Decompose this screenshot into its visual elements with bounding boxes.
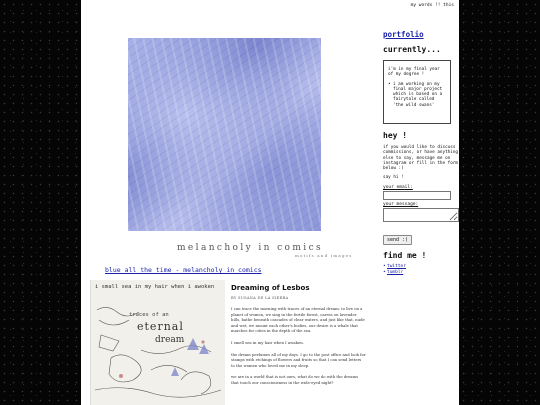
banner-title: melancholy in comics [177, 243, 324, 253]
tumblr-link[interactable]: • tumblr [383, 270, 459, 276]
social-links [383, 264, 459, 276]
hey-text: if you would like to discuss commissions, or have anything else to say, message me on instagram or fill in the form below :) [383, 145, 459, 172]
post-title[interactable]: Dreaming of Lesbos [231, 284, 310, 292]
message-label: your message: [383, 201, 419, 207]
say-hi-text: say hi ! [383, 175, 404, 181]
post-byline: BY SUSANA DE LA SIERRA [231, 296, 289, 300]
hey-heading: hey ! [383, 131, 408, 140]
post-paragraph: I can trace the morning with traces of an eternal dream: to live on a planet of women, we sing in the fertile forest, caress on lavender hills, bathe beneath cascades of clear waters, and just like that, nude and wet, we mount each other's bodies, our desire is a whale that marches for cities in the depth of the sea. [231, 306, 365, 334]
illustration-traces-text: traces of an [129, 312, 169, 318]
illustration-sketch [91, 280, 225, 405]
post-paragraph: I smell sea in my hair when I awaken. [231, 339, 304, 345]
post-illustration [90, 280, 225, 405]
currently-heading: currently... [383, 45, 441, 54]
page [81, 0, 459, 405]
portfolio-link[interactable]: portfolio [383, 30, 424, 39]
post-link[interactable]: blue all the time - melancholy in comics [105, 266, 262, 274]
blog-title[interactable]: my words !! this [410, 3, 454, 8]
banner-image[interactable] [128, 38, 321, 231]
banner-subtitle: motifs and images [295, 253, 353, 258]
status-box [383, 60, 451, 124]
email-field[interactable] [383, 191, 451, 200]
find-me-heading: find me ! [383, 250, 427, 260]
sidebar [383, 22, 459, 275]
send-button[interactable]: send :) [383, 235, 412, 245]
illustration-dream-text: dream [155, 335, 185, 345]
twitter-link[interactable]: • twitter [383, 264, 459, 270]
message-field[interactable] [383, 208, 459, 222]
status-intro: i'm in my final year of my degree ! [388, 67, 440, 78]
post-paragraph: the dream perfumes all of my days. I go to the post office and look for stamps with etchings of flowers and fruits so that I can send letters to the women who loved me in my sleep. [231, 351, 366, 368]
illustration-eternal-text: eternal [137, 320, 184, 333]
post-article [231, 284, 366, 386]
email-label: your email: [383, 184, 413, 190]
illustration-caption: i small sea in my hair when i awoken [95, 284, 215, 290]
post-paragraph: we are in a world that is not ours, what do we do with the dreams that touch our consciousness in the wide-eyed night? [231, 374, 359, 385]
status-item: • i am working on my final major project which is based on a fairytale called 'the wild swans' [388, 82, 447, 108]
